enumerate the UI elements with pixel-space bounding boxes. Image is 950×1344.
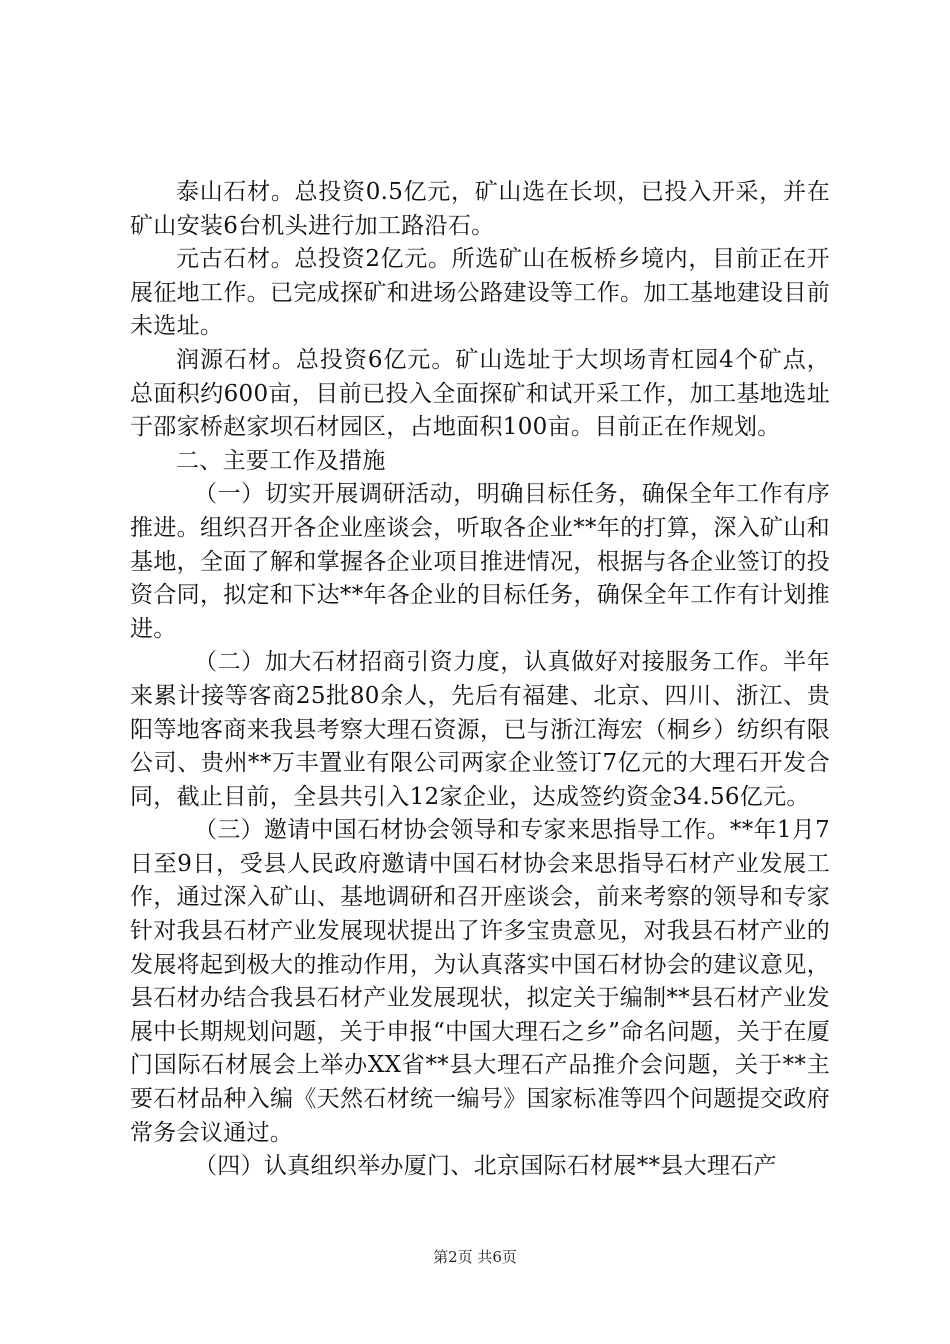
paragraph-runyuan-stone: 润源石材。总投资6亿元。矿山选址于大坝场青杠园4个矿点，总面积约600亩，目前已投入全面探矿和试开采工作，加工基地选址于邵家桥赵家坝石材园区，占地面积100亩。目前正在作规划。 [130,346,830,441]
paragraph-measure-4: （四）认真组织举办厦门、北京国际石材展**县大理石产 [194,1153,777,1180]
paragraph-measure-1: （一）切实开展调研活动，明确目标任务，确保全年工作有序推进。组织召开各企业座谈会，听取各企业**年的打算，深入矿山和基地，全面了解和掌握各企业项目推进情况，根据与各企业签订的投资合同，拟定和下达**年各企业的目标任务，确保全年工作有计划推进。 [130,481,830,642]
page-number-footer: 第2页 共6页 [433,1248,517,1266]
paragraph-taishan-stone: 泰山石材。总投资0.5亿元，矿山选在长坝，已投入开采，并在矿山安装6台机头进行加工路沿石。 [130,179,830,239]
paragraph-yuangu-stone: 元古石材。总投资2亿元。所选矿山在板桥乡境内，目前正在开展征地工作。已完成探矿和进场公路建设等工作。加工基地建设目前未选址。 [130,246,830,340]
section-heading-main-work: 二、主要工作及措施 [176,447,386,474]
document-body [130,176,830,1184]
paragraph-measure-2: （二）加大石材招商引资力度，认真做好对接服务工作。半年来累计接等客商25批80余人，先后有福建、北京、四川、浙江、贵阳等地客商来我县考察大理石资源，已与浙江海宏（桐乡）纺织有限公司、贵州**万丰置业有限公司两家企业签订7亿元的大理石开发合同，截止目前，全县共引入12家企业，达成签约资金34.56亿元。 [130,649,830,810]
paragraph-measure-3: （三）邀请中国石材协会领导和专家来思指导工作。**年1月7日至9日，受县人民政府邀请中国石材协会来思指导石材产业发展工作，通过深入矿山、基地调研和召开座谈会，前来考察的领导和专家针对我县石材产业发展现状提出了许多宝贵意见，对我县石材产业的发展将起到极大的推动作用，为认真落实中国石材协会的建议意见，县石材办结合我县石材产业发展现状，拟定关于编制**县石材产业发展中长期规划问题，关于申报“中国大理石之乡”命名问题，关于在厦门国际石材展会上举办XX省**县大理石产品推介会问题，关于**主要石材品种入编《天然石材统一编号》国家标准等四个问题提交政府常务会议通过。 [130,817,830,1146]
